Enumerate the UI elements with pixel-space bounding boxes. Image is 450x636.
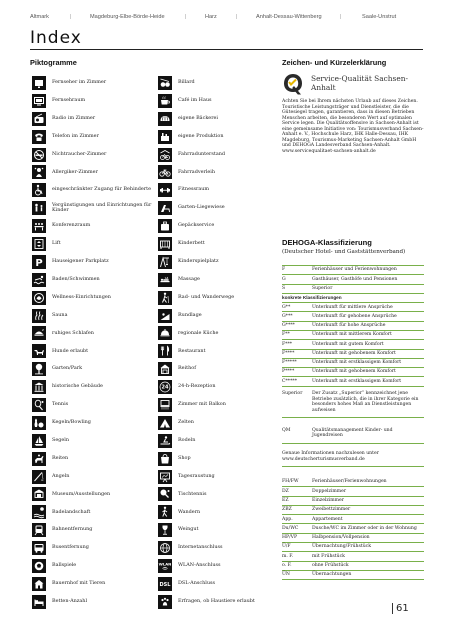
picto-label: Fernseher im Zimmer xyxy=(52,79,107,86)
picto-label: Badelandschaft xyxy=(52,508,91,515)
picto-label: Betten-Anzahl xyxy=(52,597,88,604)
desc-cell: Unterkunft mit erstklassigem Komfort xyxy=(312,378,402,384)
abbr-cell: G*** xyxy=(282,313,293,319)
abbr-cell: Du/WC xyxy=(282,525,299,531)
picto-label: Ballspiele xyxy=(52,562,77,569)
bus-icon xyxy=(32,541,46,555)
abbrev-row xyxy=(282,543,424,552)
tv-icon xyxy=(32,76,46,90)
desc-cell: Unterkunft für gehobene Ansprüche xyxy=(312,313,397,319)
desc-cell: Unterkunft mit mittlerem Komfort xyxy=(312,332,392,338)
nav-item-harz[interactable]: Harz xyxy=(205,14,217,20)
riding-icon xyxy=(32,452,46,466)
picto-label: Wellness-Einrichtungen xyxy=(52,293,111,300)
ramp-icon xyxy=(158,309,172,323)
abbr-cell: EZ xyxy=(282,497,289,503)
desc-cell: Unterkunft mit gehobenem Komfort xyxy=(312,350,396,356)
sled-icon xyxy=(158,434,172,448)
abbrev-row xyxy=(282,487,424,496)
desc-cell: Ferienhäuser und Ferienwohnungen xyxy=(312,267,397,273)
picto-label: Garten/Park xyxy=(52,365,83,372)
konkret-row xyxy=(282,368,424,377)
picto-item xyxy=(158,360,286,378)
abbr-cell: Ü/F xyxy=(282,544,291,550)
reception-icon xyxy=(158,380,172,394)
page-number-bar xyxy=(392,603,393,614)
dehoga-row xyxy=(282,275,424,284)
picto-item xyxy=(32,146,160,164)
picto-item xyxy=(32,181,160,199)
dehoga-heading: DEHOGA-Klassifizierung xyxy=(282,238,372,247)
konkret-row xyxy=(282,350,424,359)
picto-item xyxy=(158,146,286,164)
picto-label: regionale Küche xyxy=(178,329,219,336)
picto-label: Tagesraustung xyxy=(178,472,215,479)
playground-icon xyxy=(158,255,172,269)
picto-item xyxy=(158,163,286,181)
picto-item xyxy=(32,414,160,432)
picto-item xyxy=(32,163,160,181)
piktogramme-heading: Piktogramme xyxy=(30,58,77,67)
desc-cell: Unterkunft mit gutem Komfort xyxy=(312,341,384,347)
picto-item xyxy=(158,307,286,325)
picto-item xyxy=(158,557,286,575)
abbr-cell: F***** xyxy=(282,360,297,366)
conference-day-icon xyxy=(158,470,172,484)
picto-label: ruhiges Schlafen xyxy=(52,329,94,336)
picto-label: Kegeln/Bowling xyxy=(52,419,91,426)
production-icon xyxy=(158,130,172,144)
picto-item xyxy=(158,450,286,468)
dehoga-subheading: (Deutscher Hotel- und Gaststättenverband) xyxy=(282,249,406,255)
massage-icon xyxy=(158,273,172,287)
picto-label: Reiten xyxy=(52,454,69,461)
genaue-text: Genaue Informationen nachzulesen unter www.deutscherturismusverband.de xyxy=(282,451,379,462)
beds-icon xyxy=(32,595,46,609)
abbrev-row xyxy=(282,524,424,533)
picto-item xyxy=(32,539,160,557)
picto-label: Hunde erlaubt xyxy=(52,347,89,354)
superior-row xyxy=(282,390,424,418)
picto-item xyxy=(158,110,286,128)
picto-item xyxy=(158,593,286,611)
picto-item xyxy=(158,271,286,289)
picto-label: Fernsehraum xyxy=(52,97,86,104)
picto-label: Hauseigener Parkplatz xyxy=(52,258,109,265)
nav-separator: | xyxy=(236,14,238,20)
superior-desc: Der Zusatz „Superior“ kennzeichnet jene Betriebe zusätzlich, die in ihrer Kategorie ein besonders hohes Maß an Dienstleistungen aufweisen xyxy=(312,391,419,413)
service-quality-text: Achten Sie bei Ihrem nächsten Urlaub auf dieses Zeichen. Touristische Leistungsträger und Dienstleister, die die Gütesiegel tragen, garantieren, dass in diesen Betrieben Menschen arbeiten, die besonderen Wert auf optimalen Service legen. Die Qualitätsoffensive in Sachsen-Anhalt ist eine gemeinsame Initiative von: Tourismusverband Sachsen-Anhalt e. V., Hochschule Harz, IHK Halle-Dessau, IHK Magdeburg, Tourismus-Marketing Sachsen-Anhalt GmbH und DEHOGA Landesverband Sachsen-Anhalt. www.servicequalitaet-sachsen-anhalt.de xyxy=(282,99,424,154)
abbr-cell: FH/FW xyxy=(282,479,299,485)
walking-icon xyxy=(158,505,172,519)
nav-item-magdeburg[interactable]: Magdeburg-Elbe-Börde-Heide xyxy=(90,14,165,20)
picto-label: Busentfernung xyxy=(52,544,89,551)
picto-label: Fitnessraum xyxy=(178,186,210,193)
picto-item xyxy=(32,575,160,593)
picto-item xyxy=(158,289,286,307)
picto-item xyxy=(32,503,160,521)
title-divider xyxy=(30,49,423,50)
bowling-icon xyxy=(32,416,46,430)
regional-icon xyxy=(158,326,172,340)
picto-label: Tischtennis xyxy=(178,490,207,497)
picto-label: Tennis xyxy=(52,401,69,408)
picto-label: Billard xyxy=(178,79,195,86)
konkret-row xyxy=(282,331,424,340)
desc-cell: Übernachtungen xyxy=(312,572,352,578)
picto-item xyxy=(32,253,160,271)
abbrev-row xyxy=(282,562,424,571)
farm-icon xyxy=(32,577,46,591)
desc-cell: Einzelzimmer xyxy=(312,497,344,503)
picto-item xyxy=(158,432,286,450)
picto-label: Kinderbett xyxy=(178,240,205,247)
svg-text:24: 24 xyxy=(161,384,169,391)
cafe-icon xyxy=(158,94,172,108)
picto-label: Fahrradunterstand xyxy=(178,150,226,157)
service-quality-logo-icon xyxy=(282,72,304,96)
abbr-cell: P**** xyxy=(282,369,295,375)
konkret-row xyxy=(282,322,424,331)
desc-cell: Unterkunft für mittlere Ansprüche xyxy=(312,304,393,310)
nav-item-anhalt[interactable]: Anhalt-Dessau-Wittenberg xyxy=(256,14,322,20)
picto-label: Garten-Liegewiese xyxy=(178,204,225,211)
nav-item-altmark[interactable]: Altmark xyxy=(30,14,49,20)
radio-icon xyxy=(32,112,46,126)
abbreviation-table xyxy=(282,478,424,580)
abbr-cell: ÜN xyxy=(282,572,290,578)
picto-label: Restaurant xyxy=(178,347,206,354)
picto-item xyxy=(32,74,160,92)
picto-item xyxy=(158,468,286,486)
picto-label: Zimmer mit Balkon xyxy=(178,401,226,408)
picto-item xyxy=(32,110,160,128)
page-number: 61 xyxy=(396,603,409,614)
parking-icon xyxy=(32,255,46,269)
cot-icon xyxy=(158,237,172,251)
abbrev-row xyxy=(282,571,424,580)
sauna-icon xyxy=(32,309,46,323)
picto-label: Allergiker-Zimmer xyxy=(52,168,98,175)
svg-text:DSL: DSL xyxy=(159,581,171,588)
region-nav xyxy=(0,12,450,24)
beach-icon xyxy=(32,505,46,519)
konkret-row xyxy=(282,312,424,321)
nav-separator: | xyxy=(70,14,72,20)
service-quality-title: Service-Qualität Sachsen-Anhalt xyxy=(311,74,408,92)
picto-item xyxy=(32,432,160,450)
dsl-icon xyxy=(158,577,172,591)
picto-label: Rundlage xyxy=(178,311,202,318)
abbr-cell: G xyxy=(282,276,286,282)
qm-row xyxy=(282,426,424,443)
picto-item xyxy=(32,324,160,342)
tv-room-icon xyxy=(32,94,46,108)
picto-item xyxy=(158,253,286,271)
tennis-icon xyxy=(32,398,46,412)
conference-icon xyxy=(32,219,46,233)
abbrev-row xyxy=(282,534,424,543)
picto-label: DSL-Anschluss xyxy=(178,580,215,587)
picto-item xyxy=(158,521,286,539)
picto-item xyxy=(158,342,286,360)
picto-item xyxy=(32,360,160,378)
picto-label: Bauernhof mit Tieren xyxy=(52,580,106,587)
picto-item xyxy=(158,396,286,414)
desc-cell: Übernachtung/Frühstück xyxy=(312,544,372,550)
museum-icon xyxy=(32,487,46,501)
hiking-icon xyxy=(158,291,172,305)
train-icon xyxy=(32,523,46,537)
picto-label: Weingut xyxy=(178,526,199,533)
desc-cell: Gasthäuser, Gasthöfe und Pensionen xyxy=(312,276,398,282)
dog-icon xyxy=(32,344,46,358)
qm-desc: Qualitätsmanagement Kinder- und Jugendreisen xyxy=(312,427,393,439)
lift-icon xyxy=(32,237,46,251)
stable-icon xyxy=(158,362,172,376)
shop-icon xyxy=(158,452,172,466)
table-tennis-icon xyxy=(158,487,172,501)
picto-label: Vergünstigungen und Einrichtungen für Kinder xyxy=(52,201,152,214)
tent-icon xyxy=(158,416,172,430)
picto-item xyxy=(158,199,286,217)
desc-cell: Unterkunft mit erstklassigem Komfort xyxy=(312,360,402,366)
abbrev-row xyxy=(282,515,424,524)
bike-rental-icon xyxy=(158,165,172,179)
nav-item-saale-unstrut[interactable]: Saale-Unstrut xyxy=(362,14,397,20)
picto-label: Rad- und Wanderwege xyxy=(178,293,235,300)
desc-cell: Halbpension/Vollpension xyxy=(312,535,370,541)
konkret-row xyxy=(282,303,424,312)
abbr-cell: F** xyxy=(282,332,290,338)
picto-item xyxy=(158,235,286,253)
picto-item xyxy=(32,235,160,253)
picto-item xyxy=(32,468,160,486)
picto-item xyxy=(32,557,160,575)
sailing-icon xyxy=(32,434,46,448)
picto-label: Internetanschluss xyxy=(178,544,223,551)
picto-label: eingeschränkter Zugang für Behinderte xyxy=(52,186,152,193)
picto-item xyxy=(32,217,160,235)
picto-item xyxy=(158,485,286,503)
desc-cell: mit Frühstück xyxy=(312,553,345,559)
picto-item xyxy=(32,271,160,289)
desc-cell: ohne Frühstück xyxy=(312,562,349,568)
picto-label: Café im Haus xyxy=(178,97,212,104)
picto-label: Baden/Schwimmen xyxy=(52,275,100,282)
zeichen-heading: Zeichen- und Kürzelerklärung xyxy=(282,58,387,67)
abbr-cell: o. F. xyxy=(282,562,292,568)
abbr-cell: G**** xyxy=(282,323,295,329)
desc-cell: Dusche/WC im Zimmer oder in der Wohnung xyxy=(312,525,417,531)
picto-label: Erfragen, ob Haustiere erlaubt xyxy=(178,597,255,604)
no-smoking-icon xyxy=(32,148,46,162)
picto-label: Reithof xyxy=(178,365,197,372)
nav-separator: | xyxy=(340,14,342,20)
phone-icon xyxy=(32,130,46,144)
abbr-cell: ZBZ xyxy=(282,507,292,513)
abbrev-row xyxy=(282,552,424,561)
picto-item xyxy=(158,503,286,521)
picto-list-left xyxy=(32,74,160,611)
picto-item xyxy=(32,450,160,468)
picto-item xyxy=(32,92,160,110)
picto-label: Shop xyxy=(178,454,191,461)
abbrev-row xyxy=(282,497,424,506)
desc-cell: Unterkunft für hohe Ansprüche xyxy=(312,323,386,329)
picto-item xyxy=(32,593,160,611)
konkret-row xyxy=(282,340,424,349)
picto-item xyxy=(158,378,286,396)
picto-label: Segeln xyxy=(52,436,69,443)
abbr-cell: F xyxy=(282,267,286,273)
picto-item xyxy=(32,128,160,146)
abbr-cell: F**** xyxy=(282,350,295,356)
abbr-cell: F*** xyxy=(282,341,293,347)
picto-item xyxy=(158,181,286,199)
qm-abbr: QM xyxy=(282,427,291,433)
picto-label: Massage xyxy=(178,275,200,282)
desc-cell: Doppelzimmer xyxy=(312,488,347,494)
picto-item xyxy=(158,74,286,92)
picto-item xyxy=(158,575,286,593)
restaurant-icon xyxy=(158,344,172,358)
picto-item xyxy=(158,128,286,146)
abbr-cell: App. xyxy=(282,516,293,522)
picto-item xyxy=(32,396,160,414)
picto-label: Gepäckservice xyxy=(178,222,215,229)
dehoga-row xyxy=(282,266,424,275)
desc-cell: Superior xyxy=(312,285,333,291)
nav-separator: | xyxy=(185,14,187,20)
picto-item xyxy=(158,539,286,557)
picto-label: historische Gebäude xyxy=(52,383,103,390)
dehoga-row xyxy=(282,285,424,294)
svg-text:WLAN: WLAN xyxy=(158,561,172,567)
wellness-icon xyxy=(32,291,46,305)
svg-text:P: P xyxy=(35,257,43,269)
internet-icon xyxy=(158,541,172,555)
genaue-row xyxy=(282,450,424,467)
abbr-cell: m. F. xyxy=(282,553,294,559)
wine-icon xyxy=(158,523,172,537)
picto-label: WLAN-Anschluss xyxy=(178,562,221,569)
picto-label: Lift xyxy=(52,240,61,247)
picto-label: Radio im Zimmer xyxy=(52,114,96,121)
picto-item xyxy=(32,199,160,217)
page-title: Index xyxy=(30,28,82,48)
service-quality-box xyxy=(282,72,424,96)
abbrev-row xyxy=(282,506,424,515)
historic-icon xyxy=(32,380,46,394)
picto-item xyxy=(32,378,160,396)
fitness-icon xyxy=(158,183,172,197)
picto-label: Museum/Ausstellungen xyxy=(52,490,111,497)
fishing-icon xyxy=(32,470,46,484)
desc-cell: Unterkunft mit gehobenem Komfort xyxy=(312,369,396,375)
luggage-icon xyxy=(158,219,172,233)
wlan-icon xyxy=(158,559,172,573)
konkret-row xyxy=(282,359,424,368)
pets-icon xyxy=(158,595,172,609)
picto-item xyxy=(32,342,160,360)
desc-cell: Appartement xyxy=(312,516,343,522)
ballgame-icon xyxy=(32,559,46,573)
abbr-cell: C***** xyxy=(282,378,297,384)
svg-text:z: z xyxy=(42,328,44,333)
picto-label: Rodeln xyxy=(178,436,196,443)
wheelchair-icon xyxy=(32,183,46,197)
picto-item xyxy=(158,414,286,432)
picto-label: Konferenzraum xyxy=(52,222,91,229)
quiet-icon xyxy=(32,326,46,340)
superior-abbr: Superior xyxy=(282,391,303,397)
abbrev-row xyxy=(282,478,424,487)
billiard-icon xyxy=(158,76,172,90)
picto-item xyxy=(32,521,160,539)
allergy-icon xyxy=(32,165,46,179)
picto-item xyxy=(158,324,286,342)
dehoga-table xyxy=(282,265,424,387)
picto-label: 24-h-Rezeption xyxy=(178,383,216,390)
konkret-heading: konkrete Klassifizierungen xyxy=(282,294,424,303)
picto-label: Sauna xyxy=(52,311,68,318)
picto-label: Angeln xyxy=(52,472,70,479)
child-icon xyxy=(32,201,46,215)
picto-label: Fahrradverleih xyxy=(178,168,216,175)
picto-item xyxy=(32,289,160,307)
desc-cell: Ferienhäuser/Ferienwohnungen xyxy=(312,479,387,485)
abbr-cell: S xyxy=(282,285,286,291)
picto-label: Bahnentfernung xyxy=(52,526,93,533)
abbr-cell: DZ xyxy=(282,488,289,494)
picto-item xyxy=(32,485,160,503)
swim-icon xyxy=(32,273,46,287)
picto-label: Wandern xyxy=(178,508,201,515)
picto-item xyxy=(32,307,160,325)
picto-label: eigene Bäckerei xyxy=(178,114,218,121)
picto-label: Nichtraucher-Zimmer xyxy=(52,150,107,157)
superior-note xyxy=(282,390,424,467)
garden-icon xyxy=(32,362,46,376)
picto-label: Kinderspielplatz xyxy=(178,258,219,265)
picto-label: eigene Produktion xyxy=(178,132,224,139)
deckchair-icon xyxy=(158,201,172,215)
abbr-cell: G** xyxy=(282,304,291,310)
bakery-icon xyxy=(158,112,172,126)
picto-label: Telefon im Zimmer xyxy=(52,132,99,139)
abbr-cell: HP/VP xyxy=(282,535,298,541)
desc-cell: Zweibettzimmer xyxy=(312,507,351,513)
bike-storage-icon xyxy=(158,148,172,162)
picto-item xyxy=(158,217,286,235)
konkret-row xyxy=(282,377,424,386)
picto-list-right xyxy=(158,74,286,611)
picto-label: Zelten xyxy=(178,419,194,426)
picto-item xyxy=(158,92,286,110)
balcony-icon xyxy=(158,398,172,412)
